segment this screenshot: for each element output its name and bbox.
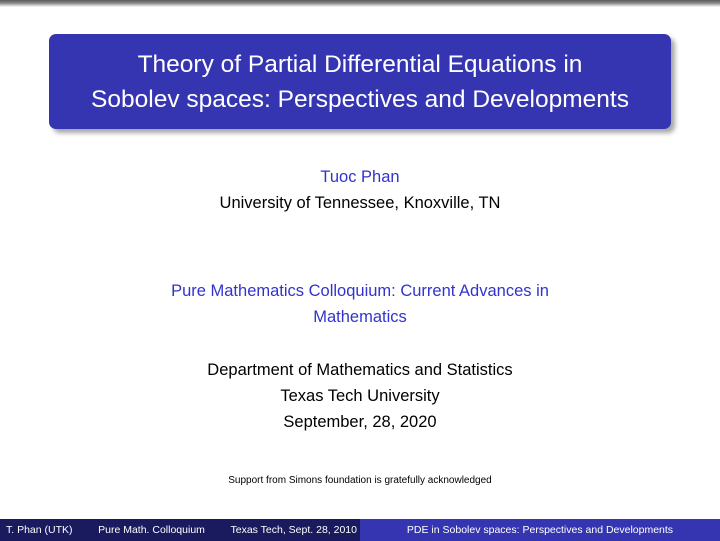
footer-right (360, 519, 720, 541)
acknowledgement: Support from Simons foundation is gratefully acknowledged (228, 475, 492, 486)
author-affiliation: University of Tennessee, Knoxville, TN (219, 194, 501, 212)
footer-event: Pure Math. Colloquium (98, 524, 205, 536)
title-box (49, 34, 671, 129)
top-rule (0, 0, 720, 7)
date: September, 28, 2020 (283, 413, 437, 431)
department: Department of Mathematics and Statistics (207, 361, 513, 379)
title-line-2: Sobolev spaces: Perspectives and Developments (91, 85, 629, 113)
footer-short-title: PDE in Sobolev spaces: Perspectives and Developments (406, 524, 674, 536)
footer-left (0, 519, 360, 541)
event-line-2: Mathematics (313, 308, 407, 326)
title-line-1: Theory of Partial Differential Equations in (137, 50, 583, 78)
event-line-1: Pure Mathematics Colloquium: Current Advances in (171, 282, 549, 300)
footer-bar (0, 519, 720, 541)
footer-author: T. Phan (UTK) (6, 524, 73, 536)
footer-place-date: Texas Tech, Sept. 28, 2010 (230, 524, 357, 536)
author-name: Tuoc Phan (320, 168, 400, 186)
university: Texas Tech University (280, 387, 440, 405)
